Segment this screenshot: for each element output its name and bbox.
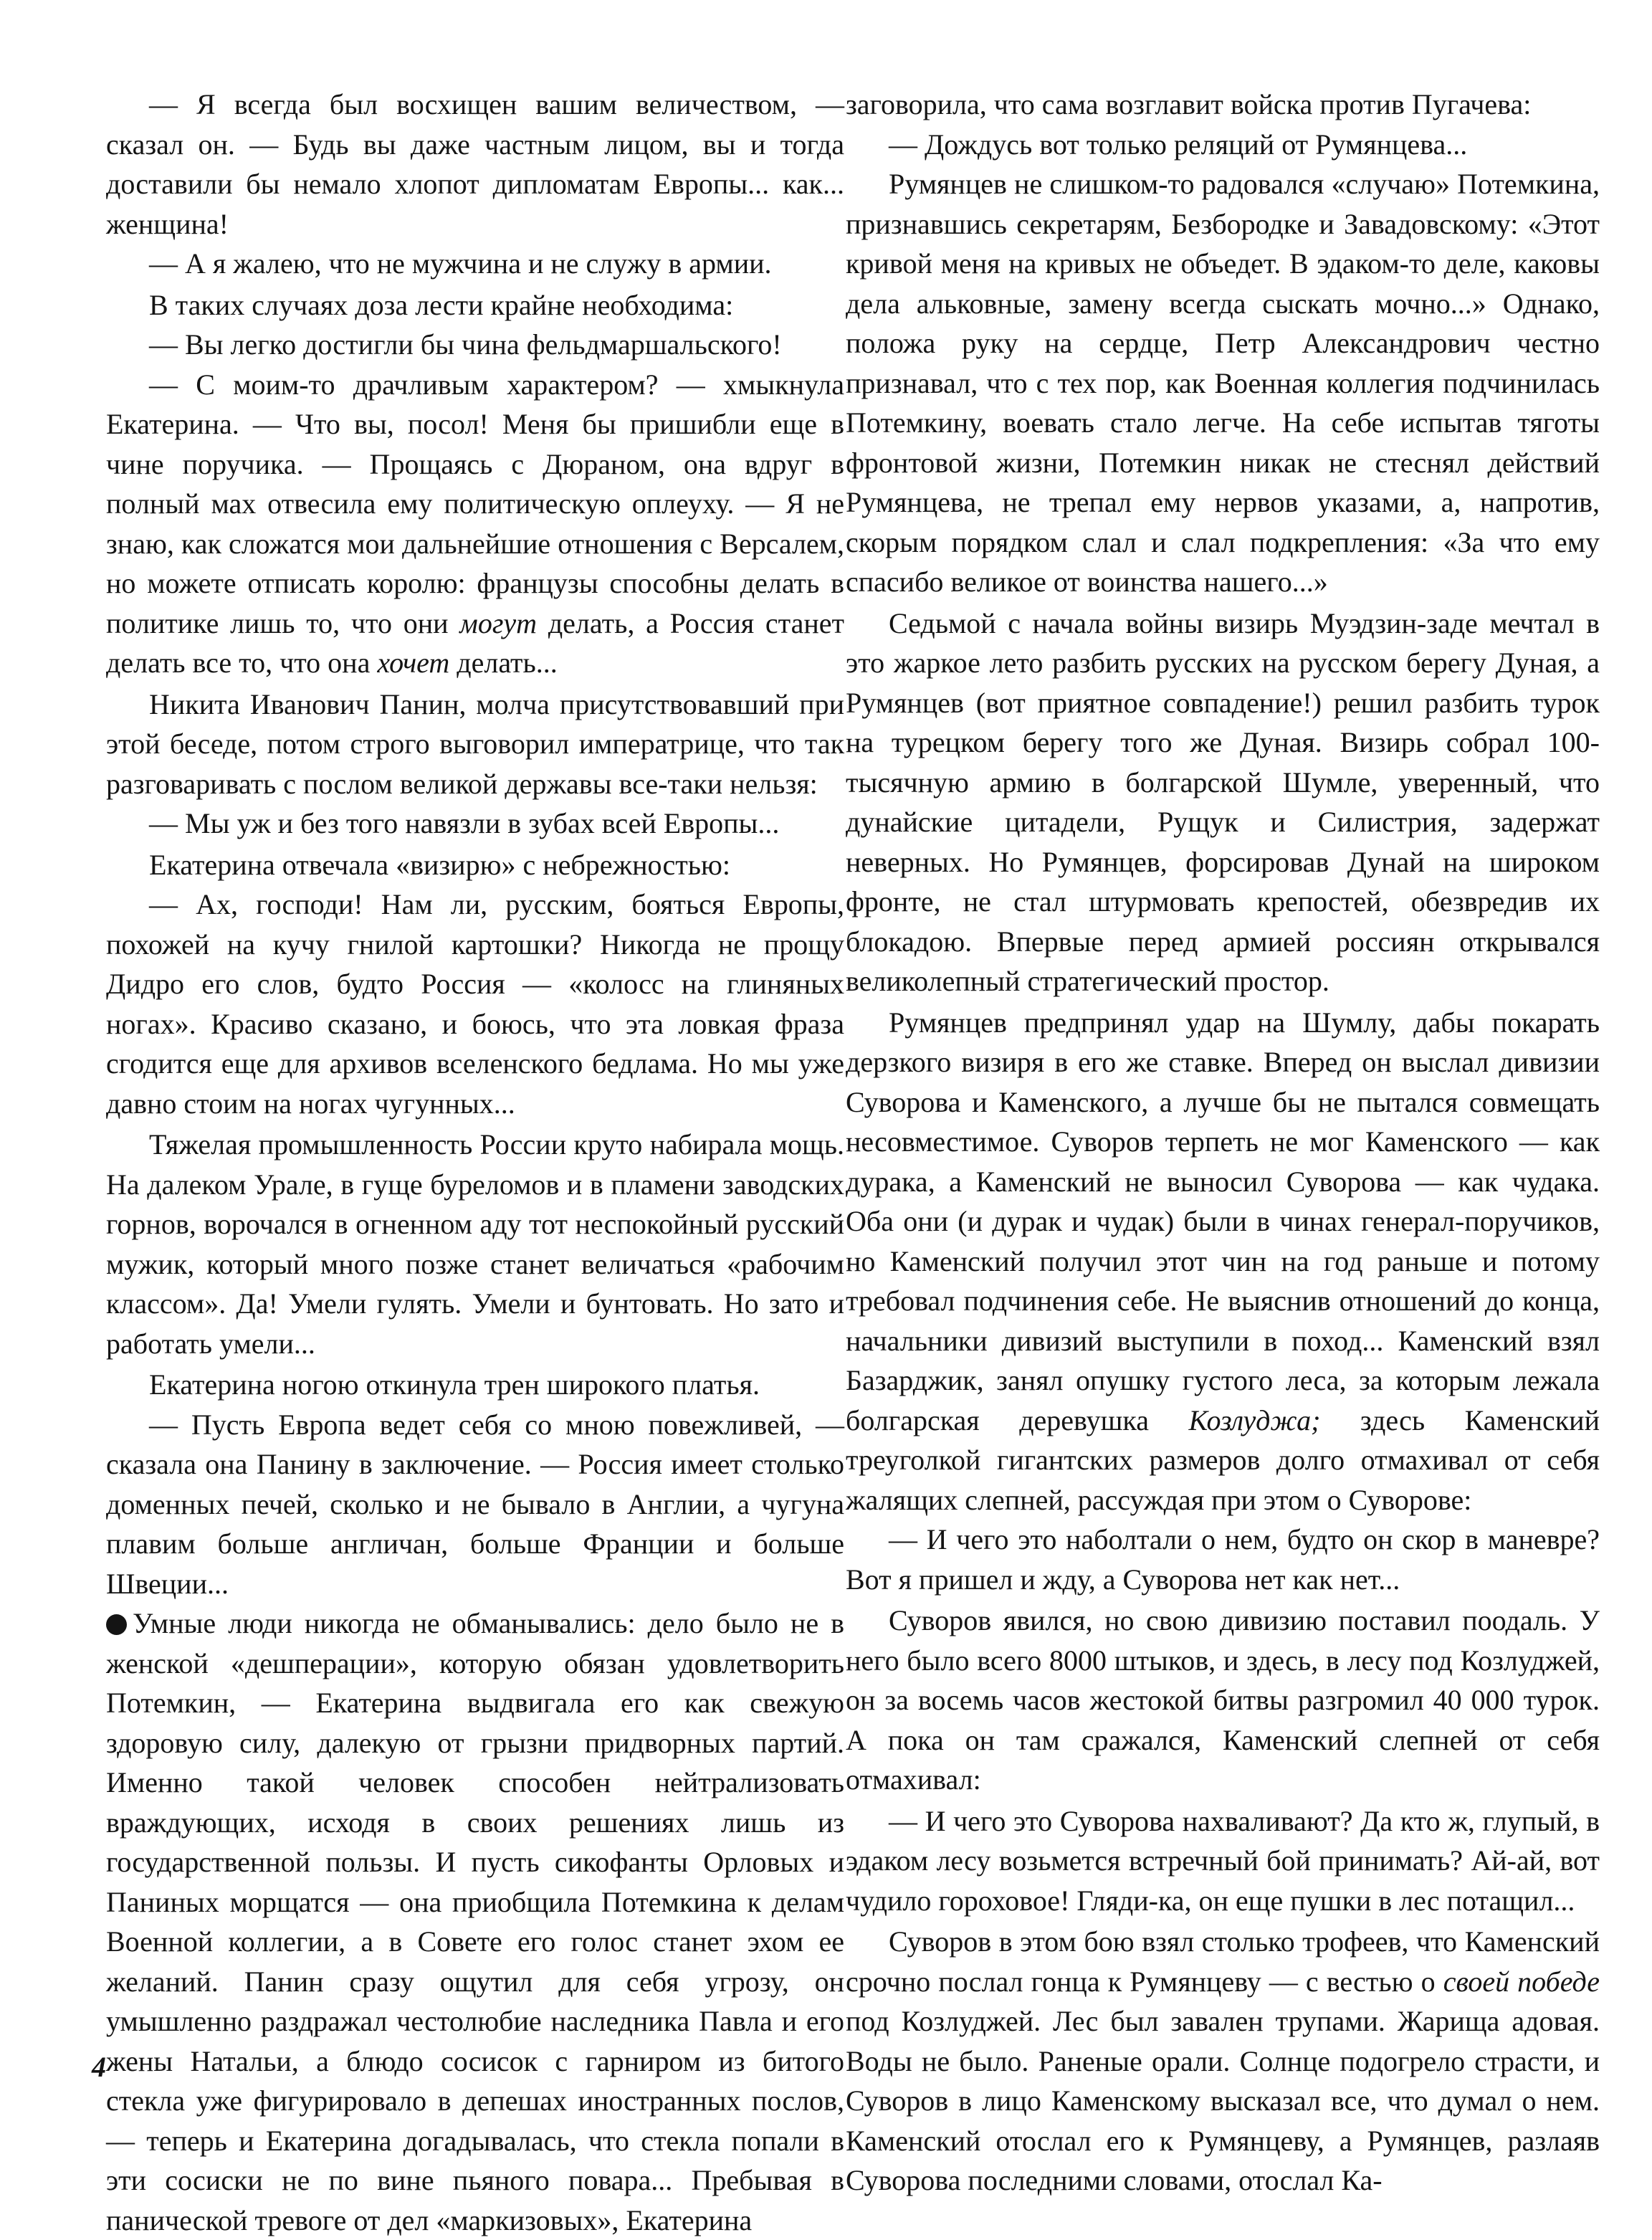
bullet-icon — [106, 1614, 127, 1635]
paragraph: — Мы уж и без того навязли в зубах всей Европы... — [149, 807, 780, 839]
paragraph: Тяжелая промышленность России круто набирала мощь. На далеком Урале, в гуще буреломов и в пламени заводских горнов, ворочался в огненном аду тот неспокойный русский мужик, который много позже станет величаться «рабочим классом». Да! Умели гулять. Умели и бунтовать. Но зато и работать умели... — [106, 1128, 844, 1360]
right-column — [846, 85, 1600, 2201]
paragraph: В таких случаях доза лести крайне необходима: — [149, 288, 734, 321]
paragraph: — С моим-то драчливым характером? — хмыкнула Екатерина. — Что вы, посол! Меня бы пришибли еще в чине поручика. — Прощаясь с Дюраном, она вдруг в полный мах отвесила ему политическую оплеуху. — Я не знаю, как сложатся мои дальнейшие отношения с Версалем, но можете отписать королю: французы способны делать в политике лишь то, что они могут делать, а Россия станет делать все то, что она хочет делать... — [106, 368, 844, 679]
paragraph: Суворов явился, но свою дивизию поставил поодаль. У него было всего 8000 штыков, и здесь, в лесу под Козлуджей, он за восемь часов жестокой битвы разгромил 40 000 турок. А пока он там сражался, Каменский слепней от себя отмахивал: — [846, 1604, 1600, 1796]
paragraph: заговорила, что сама возглавит войска против Пугачева: — [846, 88, 1532, 120]
paragraph: Суворов в этом бою взял столько трофеев, что Каменский срочно послал гонца к Румянцеву — с вестью о своей победе под Козлуджей. Лес был завален трупами. Жарища адовая. Воды не было. Раненые орали. Солнце подогрело страсти, и Суворов в лицо Каменскому высказал все, что думал о нем. Каменский отослал его к Румянцеву, а Румянцев, разлаяв Суворова последними словами, отослал Ка- — [846, 1925, 1600, 2196]
paragraph: — Я всегда был восхищен вашим величеством, — сказал он. — Будь вы даже частным лицом, вы и тогда доставили бы немало хлопот дипломатам Европы... как... женщина! — [106, 88, 844, 240]
paragraph: — И чего это Суворова нахваливают? Да кто ж, глупый, в эдаком лесу возьмется встречный бой принимать? Ай-ай, вот чудило гороховое! Гляди-ка, он еще пушки в лес потащил... — [846, 1804, 1600, 1917]
italic-emphasis: своей победе — [1443, 1965, 1600, 1998]
section-paragraph: Умные люди никогда не обманывались: дело было не в женской «дешперации», которую обязан удовлетворить Потемкин, — Екатерина выдвигала его как свежую здоровую силу, далекую от грызни придворных партий. Именно такой человек способен нейтрализовать враждующих, исходя в своих решениях лишь из государственной пользы. И пусть сикофанты Орловых и Паниных морщатся — она приобщила Потемкина к делам Военной коллегии, а в Совете его голос станет эхом ее желаний. Панин сразу ощутил для себя угрозу, он умышленно раздражал честолюбие наследника Павла и его жены Натальи, а блюдо сосисок с гарниром из битого стекла уже фигурировало в депешах иностранных послов, — теперь и Екатерина догадывалась, что стекла попали в эти сосиски не по вине пьяного повара... Пребывая в панической тревоге от дел «маркизовых», Екатерина — [106, 1607, 844, 2236]
paragraph: — И чего это наболтали о нем, будто он скор в маневре? Вот я пришел и жду, а Суворова нет как нет... — [846, 1523, 1600, 1596]
paragraph: — Ах, господи! Нам ли, русским, бояться Европы, похожей на кучу гнилой картошки? Никогда не прощу Дидро его слов, будто Россия — «колосс на глиняных ногах». Красиво сказано, и боюсь, что эта ловкая фраза сгодится еще для архивов вселенского бедлама. Но мы уже давно стоим на ногах чугунных... — [106, 888, 844, 1120]
paragraph: Никита Иванович Панин, молча присутствовавший при этой беседе, потом строго выговорил императрице, что так разговаривать с послом великой державы все-таки нельзя: — [106, 687, 844, 800]
paragraph: — Пусть Европа ведет себя со мною повежливей, — сказала она Панину в заключение. — Россия имеет столько доменных печей, сколько и не бывало в Англии, а чугуна плавим больше англичан, больше Франции и больше Швеции... — [106, 1408, 844, 1600]
italic-emphasis: могут — [459, 606, 538, 639]
paragraph: — А я жалею, что не мужчина и не служу в армии. — [149, 247, 772, 280]
paragraph: Седьмой с начала войны визирь Муэдзин-заде мечтал в это жаркое лето разбить русских на русском берегу Дуная, а Румянцев (вот приятное совпадение!) решил разбить турок на турецком берегу того же Дуная. Визирь собрал 100-тысячную армию в болгарской Шумле, уверенный, что дунайские цитадели, Рущук и Силистрия, задержат неверных. Но Румянцев, форсировав Дунай на широком фронте, не стал штурмовать крепостей, обезвредив их блокадою. Впервые перед армией россиян открывался великолепный стратегический простор. — [846, 606, 1600, 997]
paragraph: Екатерина ногою откинула трен широкого платья. — [149, 1368, 760, 1401]
paragraph: — Вы легко достигли бы чина фельдмаршальского! — [149, 328, 782, 361]
left-column — [106, 85, 844, 2240]
paragraph: Румянцев предпринял удар на Шумлу, дабы покарать дерзкого визиря в его же ставке. Вперед он выслал дивизии Суворова и Каменского, а лучше бы не пытался совмещать несовместимое. Суворов терпеть не мог Каменского — как дурака, а Каменский не выносил Суворова — как чудака. Оба они (и дурак и чудак) были в чинах генерал-поручиков, но Каменский получил этот чин на год раньше и потому требовал подчинения себе. Не выяснив отношений до конца, начальники дивизий выступили в поход... Каменский взял Базарджик, занял опушку густого леса, за которым лежала болгарская деревушка Козлуджа; здесь Каменский треуголкой гигантских размеров долго отмахивал от себя жалящих слепней, рассуждая при этом о Суворове: — [846, 1006, 1600, 1516]
italic-emphasis: Козлуджа; — [1188, 1403, 1321, 1436]
paragraph: Екатерина отвечала «визирю» с небрежностью: — [149, 848, 730, 881]
page-number: 4 — [92, 2051, 106, 2083]
paragraph: — Дождусь вот только реляций от Румянцева... — [889, 128, 1468, 161]
paragraph: Румянцев не слишком-то радовался «случаю» Потемкина, признавшись секретарям, Безбородке и Завадовскому: «Этот кривой меня на кривых не объедет. В эдаком-то деле, каковы дела альковные, замену всегда сыскать мочно...» Однако, положа руку на сердце, Петр Александрович честно признавал, что с тех пор, как Военная коллегия подчинилась Потемкину, воевать стало легче. На себе испытав тяготы фронтовой жизни, Потемкин никак не стеснял действий Румянцева, не трепал ему нервов указами, а, напротив, скорым порядком слал и слал подкрепления: «За что ему спасибо великое от воинства нашего...» — [846, 168, 1600, 598]
italic-emphasis: хочет — [377, 647, 450, 679]
